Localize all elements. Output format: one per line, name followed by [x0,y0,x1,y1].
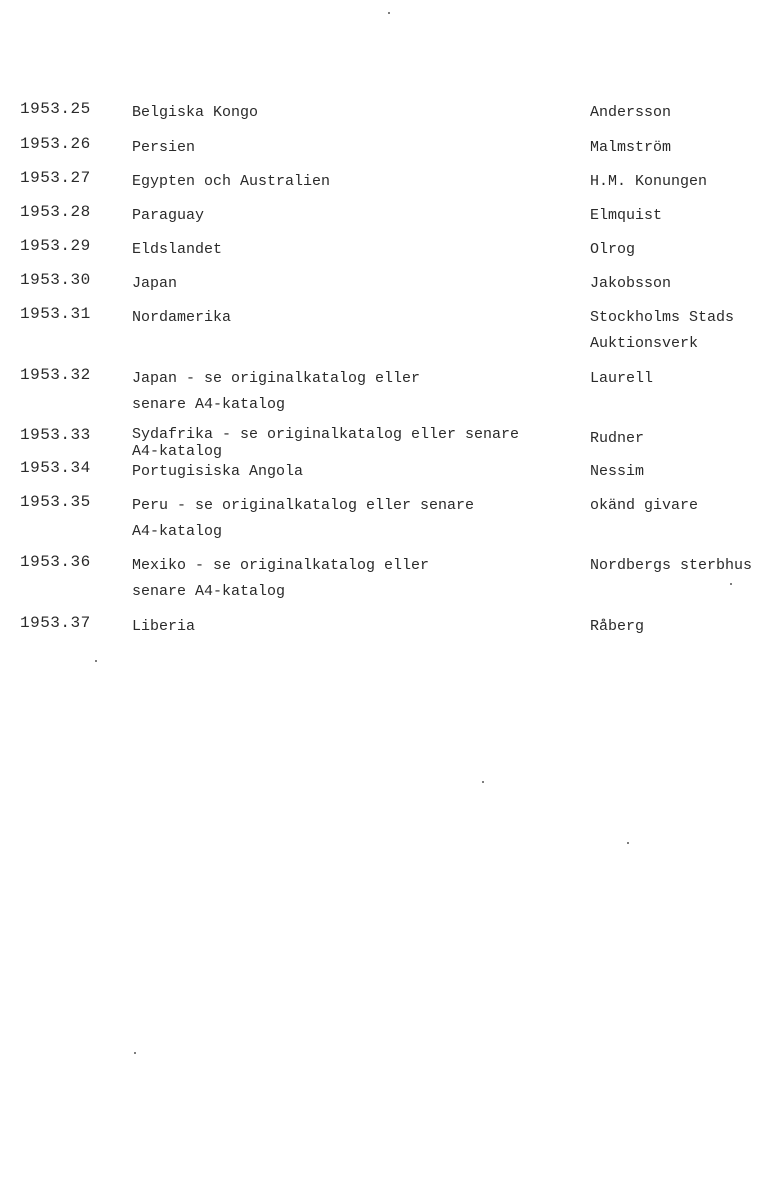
entry-donor [590,493,698,519]
scan-speck [730,583,732,585]
description-line: senare A4-katalog [132,583,286,600]
entry-donor [590,366,653,392]
donor-line: okänd givare [590,497,699,514]
entry-donor [590,553,752,579]
description-line: Peru - se originalkatalog eller senare [132,497,475,514]
description-line: Mexiko - se originalkatalog eller [132,557,430,574]
entry-donor [590,169,707,195]
entry-number: 1953.30 [20,271,91,289]
entry-number: 1953.28 [20,203,91,221]
entry-description [132,237,222,263]
description-line: Portugisiska Angola [132,463,304,480]
donor-line: Andersson [590,104,672,121]
scan-speck [95,660,97,662]
description-line: Belgiska Kongo [132,104,259,121]
description-line: Paraguay [132,207,205,224]
entry-number: 1953.25 [20,100,91,118]
description-line: Sydafrika - se originalkatalog eller senare [132,426,520,443]
entry-description [132,203,204,229]
donor-line: Elmquist [590,207,663,224]
entry-number: 1953.36 [20,553,91,571]
scan-speck [482,781,484,783]
description-line: Nordamerika [132,309,232,326]
entry-donor [590,459,644,485]
entry-number: 1953.35 [20,493,91,511]
entry-number: 1953.29 [20,237,91,255]
scan-speck [388,12,390,14]
entry-description [132,100,258,126]
donor-line: Rudner [590,430,645,447]
donor-line: Auktionsverk [590,335,699,352]
description-line: Persien [132,139,196,156]
donor-line: Malmström [590,139,672,156]
entry-description [132,271,177,297]
entry-number: 1953.33 [20,426,91,444]
entry-donor [590,203,662,229]
donor-line: Stockholms Stads [590,309,735,326]
entry-donor [590,614,644,640]
donor-line: H.M. Konungen [590,173,708,190]
entry-description [132,459,303,485]
entry-number: 1953.31 [20,305,91,323]
entry-number: 1953.32 [20,366,91,384]
description-line: Eldslandet [132,241,223,258]
entry-donor [590,237,635,263]
donor-line: Olrog [590,241,636,258]
donor-line: Laurell [590,370,654,387]
entry-number: 1953.27 [20,169,91,187]
entry-donor [590,135,671,161]
entry-donor [590,305,734,357]
entry-number: 1953.34 [20,459,91,477]
scan-speck [134,1052,136,1054]
description-line: senare A4-katalog [132,396,286,413]
entry-description [132,366,420,418]
entry-description [132,426,519,460]
donor-line: Nordbergs sterbhus [590,557,753,574]
entry-donor [590,100,671,126]
donor-line: Nessim [590,463,645,480]
entry-description [132,305,231,331]
entry-description [132,553,429,605]
description-line: Japan [132,275,178,292]
donor-line: Råberg [590,618,645,635]
entry-description [132,614,195,640]
description-line: Liberia [132,618,196,635]
description-line: A4-katalog [132,443,223,460]
donor-line: Jakobsson [590,275,672,292]
entry-number: 1953.26 [20,135,91,153]
entry-donor [590,271,671,297]
entry-description [132,169,330,195]
description-line: Egypten och Australien [132,173,331,190]
entry-description [132,493,474,545]
entry-donor [590,426,644,452]
description-line: A4-katalog [132,523,223,540]
scan-speck [627,842,629,844]
entry-number: 1953.37 [20,614,91,632]
description-line: Japan - se originalkatalog eller [132,370,421,387]
entry-description [132,135,195,161]
